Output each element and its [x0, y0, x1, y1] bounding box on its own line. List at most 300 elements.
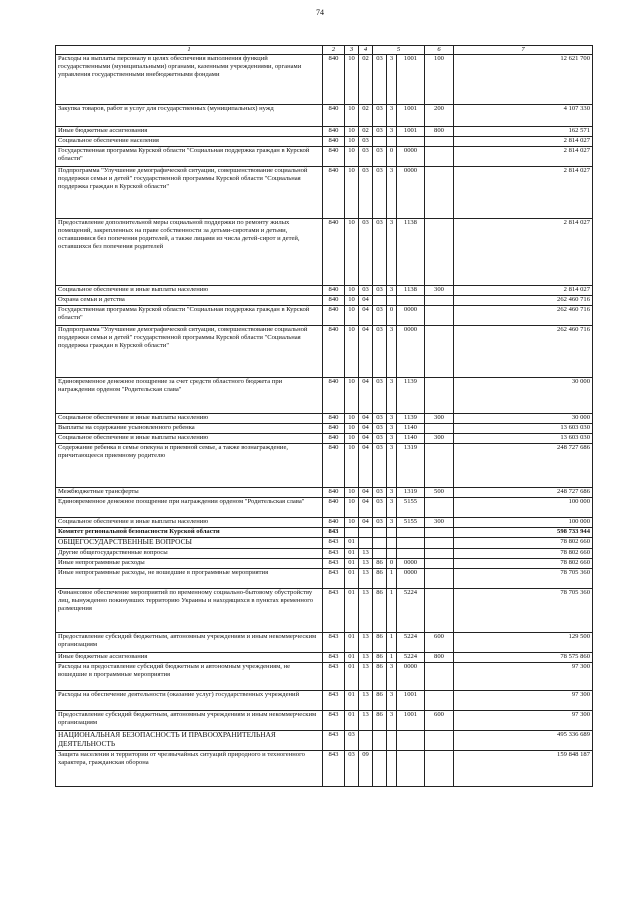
row-cs3-cell: 5224	[397, 653, 425, 663]
table-row	[56, 219, 593, 286]
row-pr-cell	[359, 538, 373, 549]
row-vr-cell	[425, 751, 454, 787]
row-name-cell: Расходы на выплаты персоналу в целях обеспечения выполнения функций государственными (муниципальными) органами, казенными учреждениями, органами управления государственными внебюджетными фондами	[56, 55, 323, 105]
row-rz-cell: 10	[345, 147, 359, 167]
row-cs3-cell	[397, 538, 425, 549]
row-sum-cell: 2 814 027	[454, 219, 593, 286]
row-sum-cell: 262 460 716	[454, 306, 593, 326]
row-name-cell: Финансовое обеспечение мероприятий по временному социально-бытовому обустройству лиц, вынужденно покинувших территорию Украины и находящихся в пунктах временного размещения	[56, 589, 323, 633]
row-cs2-cell: 1	[387, 569, 397, 589]
table-row	[56, 538, 593, 549]
row-sum-cell: 13 603 030	[454, 424, 593, 434]
row-cs3-cell: 1001	[397, 105, 425, 127]
table-row	[56, 296, 593, 306]
row-cs3-cell: 0000	[397, 663, 425, 691]
row-gr-cell: 840	[323, 424, 345, 434]
row-rz-cell: 10	[345, 326, 359, 378]
row-pr-cell: 04	[359, 296, 373, 306]
row-sum-cell: 2 814 027	[454, 147, 593, 167]
row-pr-cell: 13	[359, 691, 373, 711]
row-pr-cell: 13	[359, 589, 373, 633]
row-pr-cell: 03	[359, 219, 373, 286]
row-cs2-cell: 3	[387, 167, 397, 219]
row-vr-cell	[425, 589, 454, 633]
row-gr-cell: 840	[323, 378, 345, 414]
row-name-cell: Межбюджетные трансферты	[56, 488, 323, 498]
row-sum-cell: 78 802 660	[454, 549, 593, 559]
row-pr-cell: 04	[359, 306, 373, 326]
row-sum-cell: 100 000	[454, 498, 593, 518]
row-name-cell: Государственная программа Курской области "Социальная поддержка граждан в Курской области"	[56, 306, 323, 326]
row-cs1-cell	[373, 751, 387, 787]
table-row	[56, 378, 593, 414]
row-cs3-cell: 1001	[397, 55, 425, 105]
row-pr-cell	[359, 528, 373, 538]
row-name-cell: Другие общегосударственные вопросы	[56, 549, 323, 559]
row-gr-cell: 840	[323, 55, 345, 105]
table-header-row	[56, 46, 593, 55]
row-vr-cell	[425, 559, 454, 569]
row-vr-cell: 300	[425, 414, 454, 424]
row-pr-cell: 04	[359, 444, 373, 488]
row-vr-cell: 800	[425, 127, 454, 137]
row-name-cell: Государственная программа Курской области "Социальная поддержка граждан в Курской области"	[56, 147, 323, 167]
row-gr-cell: 843	[323, 711, 345, 731]
row-vr-cell	[425, 498, 454, 518]
row-cs1-cell: 03	[373, 219, 387, 286]
row-cs2-cell: 1	[387, 589, 397, 633]
row-sum-cell: 248 727 686	[454, 444, 593, 488]
row-pr-cell: 04	[359, 378, 373, 414]
row-name-cell: Социальное обеспечение населения	[56, 137, 323, 147]
row-pr-cell: 02	[359, 105, 373, 127]
row-cs1-cell: 03	[373, 488, 387, 498]
row-cs1-cell: 03	[373, 518, 387, 528]
row-rz-cell	[345, 528, 359, 538]
row-cs3-cell	[397, 296, 425, 306]
row-cs3-cell	[397, 549, 425, 559]
table-row	[56, 549, 593, 559]
table-row	[56, 528, 593, 538]
row-vr-cell	[425, 137, 454, 147]
row-sum-cell: 97 300	[454, 711, 593, 731]
row-cs3-cell: 1319	[397, 444, 425, 488]
row-cs2-cell: 1	[387, 653, 397, 663]
row-cs3-cell: 1001	[397, 711, 425, 731]
row-cs1-cell	[373, 731, 387, 751]
row-name-cell: Содержание ребенка в семье опекуна и приемной семье, а также вознаграждение, причитающееся приемному родителю	[56, 444, 323, 488]
row-pr-cell: 13	[359, 653, 373, 663]
row-rz-cell: 01	[345, 569, 359, 589]
row-gr-cell: 843	[323, 538, 345, 549]
table-row	[56, 55, 593, 105]
row-sum-cell: 495 336 689	[454, 731, 593, 751]
header-cell-name: 1	[56, 46, 323, 55]
row-gr-cell: 840	[323, 444, 345, 488]
row-cs2-cell: 0	[387, 306, 397, 326]
row-cs2-cell: 3	[387, 711, 397, 731]
row-cs1-cell: 03	[373, 424, 387, 434]
row-vr-cell	[425, 306, 454, 326]
row-cs2-cell	[387, 549, 397, 559]
row-cs3-cell: 1139	[397, 378, 425, 414]
row-cs2-cell: 3	[387, 424, 397, 434]
row-cs2-cell: 1	[387, 633, 397, 653]
row-name-cell: Закупка товаров, работ и услуг для государственных (муниципальных) нужд	[56, 105, 323, 127]
row-cs3-cell: 1140	[397, 434, 425, 444]
row-name-cell: Подпрограмма "Улучшение демографической ситуации, совершенствование социальной поддержки семьи и детей" государственной программы Курской области "Социальная поддержка граждан в Курской области"	[56, 167, 323, 219]
row-sum-cell: 30 000	[454, 378, 593, 414]
row-sum-cell: 2 814 027	[454, 167, 593, 219]
table-row	[56, 286, 593, 296]
table-row	[56, 569, 593, 589]
row-name-cell: Расходы на предоставление субсидий бюджетным и автономным учреждениям, не вошедшие в программные мероприятия	[56, 663, 323, 691]
table-row	[56, 137, 593, 147]
row-cs1-cell: 86	[373, 559, 387, 569]
row-rz-cell: 10	[345, 488, 359, 498]
row-pr-cell: 02	[359, 127, 373, 137]
row-cs1-cell	[373, 137, 387, 147]
row-sum-cell: 78 705 360	[454, 569, 593, 589]
row-rz-cell: 10	[345, 127, 359, 137]
row-rz-cell: 01	[345, 589, 359, 633]
row-vr-cell	[425, 326, 454, 378]
row-cs3-cell: 5224	[397, 633, 425, 653]
row-cs2-cell: 3	[387, 663, 397, 691]
budget-table	[55, 45, 593, 787]
row-rz-cell: 10	[345, 378, 359, 414]
row-vr-cell	[425, 528, 454, 538]
row-sum-cell: 78 802 660	[454, 559, 593, 569]
row-rz-cell: 10	[345, 105, 359, 127]
row-name-cell: Иные непрограммные расходы	[56, 559, 323, 569]
row-rz-cell: 10	[345, 424, 359, 434]
row-cs2-cell: 0	[387, 559, 397, 569]
row-gr-cell: 843	[323, 751, 345, 787]
header-cell-cs: 5	[373, 46, 425, 55]
row-vr-cell	[425, 147, 454, 167]
row-name-cell: Выплаты на содержание усыновленного ребенка	[56, 424, 323, 434]
row-sum-cell: 30 000	[454, 414, 593, 424]
table-row	[56, 167, 593, 219]
row-cs3-cell: 1140	[397, 424, 425, 434]
row-name-cell: Иные бюджетные ассигнования	[56, 653, 323, 663]
row-cs3-cell: 5155	[397, 498, 425, 518]
row-cs3-cell: 0000	[397, 167, 425, 219]
row-cs1-cell: 86	[373, 589, 387, 633]
row-cs2-cell: 3	[387, 691, 397, 711]
row-sum-cell: 129 500	[454, 633, 593, 653]
row-vr-cell: 600	[425, 633, 454, 653]
row-vr-cell	[425, 549, 454, 559]
row-cs1-cell: 03	[373, 414, 387, 424]
table-row	[56, 633, 593, 653]
row-cs1-cell: 03	[373, 55, 387, 105]
row-cs1-cell: 03	[373, 434, 387, 444]
row-vr-cell: 300	[425, 286, 454, 296]
row-cs3-cell: 0000	[397, 569, 425, 589]
row-vr-cell: 300	[425, 518, 454, 528]
row-gr-cell: 840	[323, 105, 345, 127]
row-pr-cell: 13	[359, 569, 373, 589]
row-rz-cell: 10	[345, 414, 359, 424]
row-rz-cell: 10	[345, 55, 359, 105]
row-name-cell: ОБЩЕГОСУДАРСТВЕННЫЕ ВОПРОСЫ	[56, 538, 323, 549]
row-cs3-cell: 1139	[397, 414, 425, 424]
row-vr-cell	[425, 538, 454, 549]
row-pr-cell: 04	[359, 518, 373, 528]
row-pr-cell: 13	[359, 633, 373, 653]
row-pr-cell	[359, 731, 373, 751]
row-cs2-cell: 3	[387, 434, 397, 444]
row-rz-cell: 01	[345, 691, 359, 711]
row-gr-cell: 840	[323, 306, 345, 326]
table-row	[56, 589, 593, 633]
row-gr-cell: 843	[323, 663, 345, 691]
row-cs1-cell	[373, 549, 387, 559]
row-gr-cell: 840	[323, 296, 345, 306]
table-row	[56, 488, 593, 498]
row-rz-cell: 01	[345, 559, 359, 569]
row-vr-cell: 800	[425, 653, 454, 663]
row-cs2-cell: 3	[387, 498, 397, 518]
row-gr-cell: 840	[323, 147, 345, 167]
table-row	[56, 653, 593, 663]
row-cs3-cell	[397, 751, 425, 787]
row-pr-cell: 13	[359, 711, 373, 731]
row-pr-cell: 09	[359, 751, 373, 787]
row-cs1-cell: 86	[373, 711, 387, 731]
row-sum-cell: 4 107 330	[454, 105, 593, 127]
row-cs1-cell: 03	[373, 286, 387, 296]
row-gr-cell: 843	[323, 559, 345, 569]
row-name-cell: Социальное обеспечение и иные выплаты населению	[56, 414, 323, 424]
row-pr-cell: 02	[359, 55, 373, 105]
row-sum-cell: 262 460 716	[454, 296, 593, 306]
row-name-cell: Иные непрограммные расходы, не вошедшие в программные мероприятия	[56, 569, 323, 589]
table-row	[56, 559, 593, 569]
row-rz-cell: 01	[345, 633, 359, 653]
row-rz-cell: 01	[345, 538, 359, 549]
row-cs3-cell: 5224	[397, 589, 425, 633]
row-cs3-cell: 1319	[397, 488, 425, 498]
row-cs2-cell: 3	[387, 219, 397, 286]
row-sum-cell: 97 300	[454, 691, 593, 711]
row-gr-cell: 840	[323, 137, 345, 147]
row-cs1-cell	[373, 538, 387, 549]
row-cs3-cell	[397, 528, 425, 538]
table-row	[56, 711, 593, 731]
row-cs2-cell: 3	[387, 378, 397, 414]
row-pr-cell: 04	[359, 488, 373, 498]
row-vr-cell: 600	[425, 711, 454, 731]
row-cs1-cell	[373, 296, 387, 306]
row-cs3-cell: 1138	[397, 219, 425, 286]
header-cell-rz: 3	[345, 46, 359, 55]
row-vr-cell	[425, 691, 454, 711]
row-rz-cell: 01	[345, 549, 359, 559]
row-cs3-cell	[397, 731, 425, 751]
row-rz-cell: 10	[345, 219, 359, 286]
table-row	[56, 498, 593, 518]
row-cs2-cell: 0	[387, 147, 397, 167]
row-vr-cell: 500	[425, 488, 454, 498]
row-cs2-cell: 3	[387, 488, 397, 498]
row-gr-cell: 840	[323, 498, 345, 518]
row-sum-cell: 78 802 660	[454, 538, 593, 549]
row-sum-cell: 13 603 030	[454, 434, 593, 444]
row-cs2-cell: 3	[387, 105, 397, 127]
row-cs1-cell	[373, 528, 387, 538]
row-vr-cell	[425, 424, 454, 434]
row-cs2-cell	[387, 538, 397, 549]
row-name-cell: Единовременное денежное поощрение за счет средств областного бюджета при награждении орденом "Родительская слава"	[56, 378, 323, 414]
row-pr-cell: 13	[359, 663, 373, 691]
row-cs1-cell: 86	[373, 663, 387, 691]
row-name-cell: НАЦИОНАЛЬНАЯ БЕЗОПАСНОСТЬ И ПРАВООХРАНИТЕЛЬНАЯ ДЕЯТЕЛЬНОСТЬ	[56, 731, 323, 751]
row-rz-cell: 01	[345, 663, 359, 691]
row-vr-cell	[425, 296, 454, 306]
row-sum-cell: 159 848 187	[454, 751, 593, 787]
row-name-cell: Расходы на обеспечение деятельности (оказание услуг) государственных учреждений	[56, 691, 323, 711]
row-vr-cell	[425, 378, 454, 414]
row-vr-cell	[425, 444, 454, 488]
row-pr-cell: 03	[359, 286, 373, 296]
header-cell-vr: 6	[425, 46, 454, 55]
row-rz-cell: 10	[345, 167, 359, 219]
row-gr-cell: 843	[323, 691, 345, 711]
row-pr-cell: 03	[359, 167, 373, 219]
row-cs3-cell: 0000	[397, 147, 425, 167]
row-pr-cell: 04	[359, 414, 373, 424]
row-cs2-cell	[387, 296, 397, 306]
table-row	[56, 444, 593, 488]
row-cs1-cell: 03	[373, 105, 387, 127]
row-cs2-cell: 3	[387, 444, 397, 488]
row-sum-cell: 78 575 860	[454, 653, 593, 663]
row-sum-cell: 100 000	[454, 518, 593, 528]
row-cs1-cell: 86	[373, 633, 387, 653]
row-rz-cell: 03	[345, 731, 359, 751]
table-row	[56, 127, 593, 137]
row-vr-cell: 300	[425, 434, 454, 444]
row-vr-cell	[425, 569, 454, 589]
header-cell-sum: 7	[454, 46, 593, 55]
row-cs3-cell	[397, 137, 425, 147]
row-cs1-cell: 03	[373, 326, 387, 378]
row-gr-cell: 840	[323, 219, 345, 286]
row-name-cell: Комитет региональной безопасности Курской области	[56, 528, 323, 538]
row-pr-cell: 04	[359, 434, 373, 444]
row-cs2-cell	[387, 731, 397, 751]
row-gr-cell: 843	[323, 589, 345, 633]
row-cs1-cell: 03	[373, 147, 387, 167]
row-rz-cell: 10	[345, 306, 359, 326]
row-rz-cell: 10	[345, 518, 359, 528]
row-vr-cell	[425, 219, 454, 286]
table-row	[56, 691, 593, 711]
row-pr-cell: 13	[359, 559, 373, 569]
row-vr-cell	[425, 731, 454, 751]
row-rz-cell: 10	[345, 296, 359, 306]
row-pr-cell: 03	[359, 147, 373, 167]
row-gr-cell: 843	[323, 569, 345, 589]
row-sum-cell: 248 727 686	[454, 488, 593, 498]
row-rz-cell: 01	[345, 653, 359, 663]
row-pr-cell: 03	[359, 137, 373, 147]
row-cs3-cell: 1001	[397, 691, 425, 711]
row-rz-cell: 10	[345, 498, 359, 518]
header-cell-pr: 4	[359, 46, 373, 55]
row-cs3-cell: 1001	[397, 127, 425, 137]
row-sum-cell: 2 814 027	[454, 286, 593, 296]
row-cs2-cell	[387, 137, 397, 147]
row-vr-cell	[425, 663, 454, 691]
row-vr-cell	[425, 167, 454, 219]
table-row	[56, 424, 593, 434]
row-cs2-cell: 3	[387, 414, 397, 424]
table-row	[56, 306, 593, 326]
row-cs2-cell	[387, 528, 397, 538]
row-name-cell: Иные бюджетные ассигнования	[56, 127, 323, 137]
row-name-cell: Предоставление субсидий бюджетным, автономным учреждениям и иным некоммерческим организациям	[56, 711, 323, 731]
row-cs1-cell: 03	[373, 306, 387, 326]
row-name-cell: Предоставление субсидий бюджетным, автономным учреждениям и иным некоммерческим организациям	[56, 633, 323, 653]
table-row	[56, 751, 593, 787]
row-gr-cell: 843	[323, 731, 345, 751]
row-rz-cell: 03	[345, 751, 359, 787]
row-gr-cell: 840	[323, 286, 345, 296]
row-gr-cell: 840	[323, 518, 345, 528]
row-vr-cell: 200	[425, 105, 454, 127]
table-row	[56, 147, 593, 167]
row-name-cell: Единовременное денежное поощрение при награждении орденом "Родительская слава"	[56, 498, 323, 518]
row-cs3-cell: 5155	[397, 518, 425, 528]
row-name-cell: Подпрограмма "Улучшение демографической ситуации, совершенствование социальной поддержки семьи и детей" государственной программы Курской области "Социальная поддержка граждан в Курской области"	[56, 326, 323, 378]
row-cs3-cell: 0000	[397, 326, 425, 378]
row-gr-cell: 840	[323, 434, 345, 444]
row-gr-cell: 840	[323, 488, 345, 498]
row-gr-cell: 843	[323, 653, 345, 663]
row-name-cell: Социальное обеспечение и иные выплаты населению	[56, 518, 323, 528]
row-gr-cell: 840	[323, 326, 345, 378]
row-gr-cell: 840	[323, 414, 345, 424]
row-cs1-cell: 03	[373, 378, 387, 414]
row-cs2-cell	[387, 751, 397, 787]
page-number: 74	[316, 8, 324, 17]
row-sum-cell: 598 733 944	[454, 528, 593, 538]
row-cs2-cell: 3	[387, 55, 397, 105]
row-sum-cell: 262 460 716	[454, 326, 593, 378]
row-cs1-cell: 86	[373, 691, 387, 711]
row-cs3-cell: 1138	[397, 286, 425, 296]
row-gr-cell: 843	[323, 549, 345, 559]
row-cs1-cell: 86	[373, 569, 387, 589]
table-row	[56, 434, 593, 444]
row-name-cell: Социальное обеспечение и иные выплаты населению	[56, 434, 323, 444]
row-name-cell: Предоставление дополнительной меры социальной поддержки по ремонту жилых помещений, закрепленных на праве собственности за детьми-сиротами и детьми, оставшимися без попечения родителей, а также лицами из числа детей-сирот и детей, оставшихся без попечения родителей	[56, 219, 323, 286]
table-row	[56, 518, 593, 528]
row-rz-cell: 10	[345, 286, 359, 296]
row-sum-cell: 78 705 360	[454, 589, 593, 633]
row-cs2-cell: 3	[387, 286, 397, 296]
row-gr-cell: 840	[323, 167, 345, 219]
row-cs1-cell: 86	[373, 653, 387, 663]
row-cs1-cell: 03	[373, 498, 387, 518]
row-name-cell: Защита населения и территории от чрезвычайных ситуаций природного и техногенного характера, гражданская оборона	[56, 751, 323, 787]
table-row	[56, 105, 593, 127]
table-row	[56, 663, 593, 691]
